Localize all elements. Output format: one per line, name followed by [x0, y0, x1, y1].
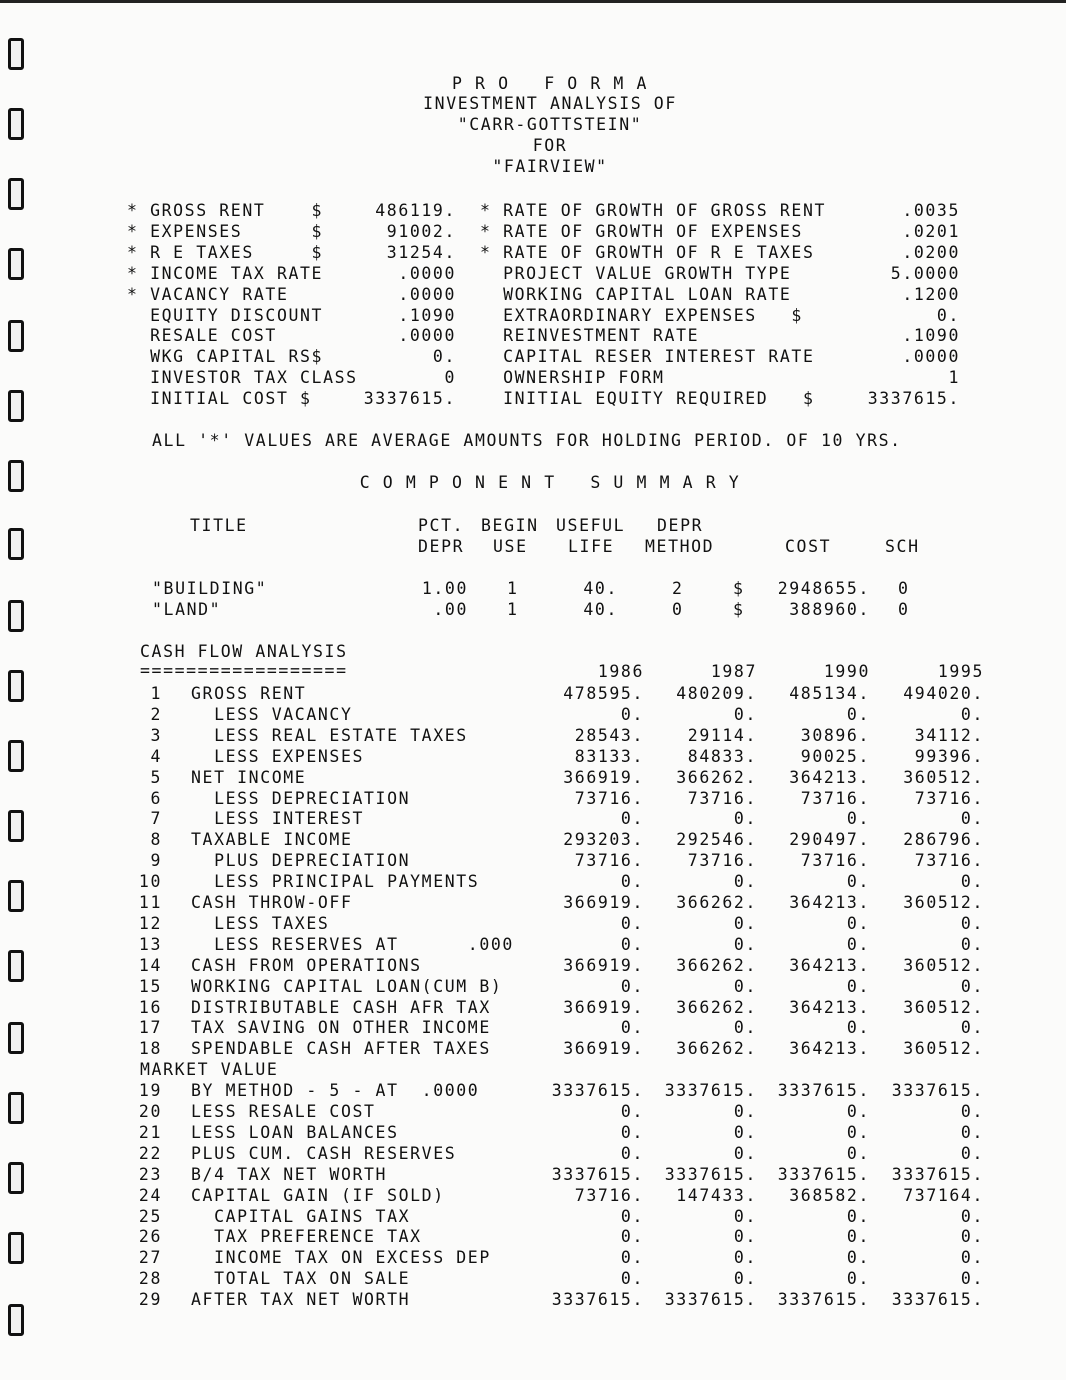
- line-value: 292546.: [676, 830, 757, 850]
- line-number: 6: [150, 788, 162, 808]
- line-value: 0.: [620, 1206, 644, 1226]
- line-label: TOTAL TAX ON SALE: [191, 1269, 411, 1289]
- for-label: FOR: [532, 136, 568, 155]
- line-value: 99396.: [914, 746, 984, 766]
- page-top-edge: [0, 0, 1066, 3]
- line-number: 10: [138, 872, 162, 892]
- line-number: 16: [138, 997, 162, 1017]
- line-number: 3: [150, 725, 162, 745]
- line-value: 0.: [960, 1102, 984, 1121]
- line-value: 3337615.: [551, 1081, 644, 1101]
- line-value: 0.: [733, 1227, 757, 1247]
- component-sch: 0: [898, 579, 910, 598]
- feed-hole: [8, 248, 24, 280]
- line-value: 364213.: [789, 767, 870, 787]
- col-header-use: USE: [493, 537, 528, 556]
- param-left-label: * GROSS RENT $: [127, 201, 324, 220]
- component-cost: 388960.: [789, 600, 870, 619]
- line-value: 366262.: [676, 997, 757, 1017]
- component-life: 40.: [583, 600, 618, 619]
- component-begin: 1: [507, 579, 519, 598]
- line-value: 0.: [960, 1143, 984, 1163]
- feed-hole: [8, 950, 24, 982]
- component-pct: .00: [433, 600, 468, 619]
- line-label: CASH THROW-OFF: [191, 893, 353, 912]
- param-right-label: * RATE OF GROWTH OF EXPENSES: [480, 221, 803, 241]
- line-label: CAPITAL GAIN (IF SOLD): [191, 1185, 445, 1205]
- line-value: 0.: [620, 934, 644, 954]
- feed-hole: [8, 390, 24, 422]
- line-label: LESS INTEREST: [191, 809, 365, 829]
- line-value: 0.: [733, 934, 757, 954]
- component-begin: 1: [507, 600, 519, 619]
- line-number: 1: [150, 684, 162, 703]
- line-value: 0.: [733, 1102, 757, 1121]
- component-method: 2: [672, 579, 684, 598]
- line-label: AFTER TAX NET WORTH: [191, 1290, 411, 1310]
- line-label: BY METHOD - 5 - AT .0000: [191, 1081, 480, 1101]
- line-value: 0.: [846, 913, 870, 933]
- line-value: 366262.: [676, 955, 757, 975]
- line-value: 286796.: [903, 830, 984, 850]
- line-label: DISTRIBUTABLE CASH AFR TAX: [191, 997, 491, 1017]
- param-left-label: * R E TAXES $: [127, 242, 324, 262]
- year-header: 1995: [937, 662, 984, 681]
- year-header: 1990: [823, 662, 870, 681]
- line-value: 0.: [620, 1143, 644, 1163]
- param-left-value: .0000: [398, 284, 456, 304]
- line-number: 23: [138, 1164, 162, 1184]
- year-header: 1987: [710, 662, 757, 681]
- line-value: 485134.: [789, 684, 870, 703]
- feed-hole: [8, 880, 24, 912]
- line-label: LESS PRINCIPAL PAYMENTS: [191, 872, 480, 892]
- line-value: 0.: [620, 1269, 644, 1289]
- line-value: 360512.: [903, 767, 984, 787]
- param-right-value: .1090: [902, 326, 960, 346]
- col-header-depr-pct: DEPR: [418, 537, 465, 556]
- line-value: 360512.: [903, 893, 984, 912]
- param-right-label: EXTRAORDINARY EXPENSES $: [480, 305, 803, 325]
- line-value: 0.: [846, 1206, 870, 1226]
- line-value: 737164.: [903, 1185, 984, 1205]
- param-right-label: REINVESTMENT RATE: [480, 326, 700, 346]
- line-value: 0.: [620, 809, 644, 829]
- line-value: 0.: [620, 976, 644, 996]
- line-value: 0.: [960, 934, 984, 954]
- line-value: 28543.: [574, 725, 644, 745]
- line-value: 0.: [846, 976, 870, 996]
- line-value: 0.: [960, 976, 984, 996]
- line-label: PLUS DEPRECIATION: [191, 851, 411, 871]
- line-value: 0.: [960, 1206, 984, 1226]
- line-number: 2: [150, 704, 162, 724]
- line-label: PLUS CUM. CASH RESERVES: [191, 1143, 457, 1163]
- line-value: 0.: [846, 1018, 870, 1038]
- line-value: 3337615.: [664, 1081, 757, 1101]
- feed-hole: [8, 320, 24, 352]
- line-value: 0.: [733, 809, 757, 829]
- line-value: 0.: [620, 1227, 644, 1247]
- line-value: 0.: [733, 913, 757, 933]
- component-summary-title: C O M P O N E N T S U M M A R Y: [359, 473, 741, 492]
- line-value: 0.: [620, 1018, 644, 1038]
- line-value: 0.: [620, 1102, 644, 1121]
- line-value: 480209.: [676, 684, 757, 703]
- line-number: 9: [150, 851, 162, 871]
- line-value: 147433.: [676, 1185, 757, 1205]
- line-label: B/4 TAX NET WORTH: [191, 1164, 388, 1184]
- line-value: 73716.: [574, 788, 644, 808]
- cash-flow-underline: ==================: [140, 661, 348, 680]
- line-value: 366919.: [563, 997, 644, 1017]
- param-left-value: 3337615.: [363, 389, 456, 409]
- param-right-value: .0035: [902, 201, 960, 220]
- param-right-value: .1200: [902, 284, 960, 304]
- line-value: 3337615.: [891, 1290, 984, 1310]
- line-value: 290497.: [789, 830, 870, 850]
- line-value: 366262.: [676, 767, 757, 787]
- param-right-label: * RATE OF GROWTH OF GROSS RENT: [480, 201, 827, 220]
- param-left-value: .0000: [398, 263, 456, 283]
- property-name: "FAIRVIEW": [492, 157, 608, 176]
- line-value: 73716.: [687, 788, 757, 808]
- param-right-value: 3337615.: [867, 389, 960, 409]
- report-title: P R O F O R M A: [451, 74, 649, 93]
- line-value: 0.: [620, 1122, 644, 1142]
- line-value: 0.: [960, 704, 984, 724]
- line-value: 0.: [960, 872, 984, 892]
- line-number: 12: [138, 913, 162, 933]
- line-number: 4: [150, 746, 162, 766]
- line-value: 0.: [960, 1248, 984, 1268]
- line-number: 21: [138, 1122, 162, 1142]
- line-label: CASH FROM OPERATIONS: [191, 955, 422, 975]
- year-header: 1986: [597, 662, 644, 681]
- line-value: 0.: [846, 1143, 870, 1163]
- feed-hole: [8, 600, 24, 632]
- line-value: 0.: [620, 704, 644, 724]
- line-number: 5: [150, 767, 162, 787]
- param-left-value: .1090: [398, 305, 456, 325]
- line-value: 0.: [846, 872, 870, 892]
- component-pct: 1.00: [421, 579, 468, 598]
- line-value: 3337615.: [777, 1290, 870, 1310]
- line-label: GROSS RENT: [191, 684, 307, 703]
- param-right-value: 1: [948, 368, 960, 388]
- line-value: 0.: [846, 1269, 870, 1289]
- line-label: LESS EXPENSES: [191, 746, 365, 766]
- line-value: 478595.: [563, 684, 644, 703]
- feed-hole: [8, 460, 24, 492]
- param-left-value: 91002.: [386, 221, 456, 241]
- line-value: 366262.: [676, 1039, 757, 1059]
- line-value: 0.: [846, 809, 870, 829]
- feed-hole: [8, 528, 24, 560]
- feed-hole: [8, 740, 24, 772]
- line-value: 29114.: [687, 725, 757, 745]
- line-value: 364213.: [789, 997, 870, 1017]
- feed-hole: [8, 108, 24, 140]
- line-label: LESS LOAN BALANCES: [191, 1122, 399, 1142]
- line-value: 0.: [733, 704, 757, 724]
- param-right-value: .0200: [902, 242, 960, 262]
- report-subtitle: INVESTMENT ANALYSIS OF: [423, 94, 677, 113]
- col-header-depr: DEPR: [657, 516, 704, 535]
- col-header-method: METHOD: [645, 537, 715, 556]
- component-currency: $: [733, 579, 745, 598]
- market-value-label: MARKET VALUE: [140, 1060, 279, 1080]
- line-value: 3337615.: [664, 1164, 757, 1184]
- line-value: 0.: [960, 1227, 984, 1247]
- line-value: 366919.: [563, 893, 644, 912]
- line-value: 73716.: [800, 788, 870, 808]
- param-left-label: * VACANCY RATE: [127, 284, 289, 304]
- line-label: LESS VACANCY: [191, 704, 353, 724]
- line-label: LESS RESERVES AT .000: [191, 934, 514, 954]
- line-number: 25: [138, 1206, 162, 1226]
- feed-hole: [8, 38, 24, 70]
- param-right-value: .0000: [902, 347, 960, 367]
- line-value: 494020.: [903, 684, 984, 703]
- line-value: 360512.: [903, 1039, 984, 1059]
- line-value: 360512.: [903, 955, 984, 975]
- line-value: 0.: [960, 1018, 984, 1038]
- line-value: 0.: [960, 913, 984, 933]
- param-left-label: * INCOME TAX RATE: [127, 263, 324, 283]
- param-left-label: * EXPENSES $: [127, 221, 324, 241]
- param-left-value: 0: [444, 368, 456, 388]
- line-label: TAX PREFERENCE TAX: [191, 1227, 422, 1247]
- param-left-value: .0000: [398, 326, 456, 346]
- line-value: 366919.: [563, 955, 644, 975]
- line-number: 13: [138, 934, 162, 954]
- line-value: 366919.: [563, 1039, 644, 1059]
- component-life: 40.: [583, 579, 618, 598]
- cash-flow-title: CASH FLOW ANALYSIS: [140, 642, 348, 661]
- line-value: 0.: [733, 1269, 757, 1289]
- param-left-label: RESALE COST: [127, 326, 277, 346]
- col-header-cost: COST: [785, 537, 832, 556]
- line-value: 0.: [620, 872, 644, 892]
- line-value: 0.: [733, 872, 757, 892]
- line-value: 0.: [846, 704, 870, 724]
- line-value: 30896.: [800, 725, 870, 745]
- line-value: 3337615.: [551, 1290, 644, 1310]
- feed-hole: [8, 178, 24, 210]
- param-left-value: 31254.: [386, 242, 456, 262]
- param-right-label: PROJECT VALUE GROWTH TYPE: [480, 263, 792, 283]
- line-value: 364213.: [789, 955, 870, 975]
- line-label: TAXABLE INCOME: [191, 830, 353, 850]
- line-number: 20: [138, 1102, 162, 1121]
- line-value: 0.: [733, 1248, 757, 1268]
- param-left-label: INVESTOR TAX CLASS: [127, 368, 358, 388]
- line-label: NET INCOME: [191, 767, 307, 787]
- line-label: WORKING CAPITAL LOAN(CUM B): [191, 976, 503, 996]
- line-label: LESS TAXES: [191, 913, 330, 933]
- line-value: 3337615.: [664, 1290, 757, 1310]
- line-value: 73716.: [914, 788, 984, 808]
- line-label: TAX SAVING ON OTHER INCOME: [191, 1018, 491, 1038]
- line-number: 15: [138, 976, 162, 996]
- line-label: LESS REAL ESTATE TAXES: [191, 725, 468, 745]
- line-value: 73716.: [800, 851, 870, 871]
- component-title: "BUILDING": [152, 579, 268, 598]
- feed-hole: [8, 1232, 24, 1264]
- line-value: 0.: [960, 809, 984, 829]
- component-cost: 2948655.: [777, 579, 870, 598]
- line-value: 0.: [620, 913, 644, 933]
- line-label: LESS RESALE COST: [191, 1102, 376, 1121]
- line-value: 0.: [733, 1143, 757, 1163]
- line-number: 22: [138, 1143, 162, 1163]
- line-number: 7: [150, 809, 162, 829]
- line-value: 83133.: [574, 746, 644, 766]
- line-label: INCOME TAX ON EXCESS DEP: [191, 1248, 491, 1268]
- line-value: 73716.: [914, 851, 984, 871]
- feed-hole: [8, 1162, 24, 1194]
- line-value: 0.: [733, 1122, 757, 1142]
- param-left-label: WKG CAPITAL RS$: [127, 347, 324, 367]
- line-value: 73716.: [687, 851, 757, 871]
- component-method: 0: [672, 600, 684, 619]
- component-sch: 0: [898, 600, 910, 619]
- line-value: 0.: [846, 934, 870, 954]
- feed-hole: [8, 1022, 24, 1054]
- line-number: 27: [138, 1248, 162, 1268]
- line-number: 11: [138, 893, 162, 912]
- line-value: 366262.: [676, 893, 757, 912]
- line-number: 28: [138, 1269, 162, 1289]
- param-right-label: CAPITAL RESER INTEREST RATE: [480, 347, 815, 367]
- feed-hole: [8, 1092, 24, 1124]
- col-header-life: LIFE: [568, 537, 615, 556]
- param-right-label: INITIAL EQUITY REQUIRED $: [480, 389, 815, 409]
- line-value: 0.: [733, 976, 757, 996]
- line-value: 3337615.: [777, 1164, 870, 1184]
- param-left-label: EQUITY DISCOUNT: [127, 305, 324, 325]
- param-left-value: 486119.: [375, 201, 456, 220]
- line-number: 24: [138, 1185, 162, 1205]
- feed-hole: [8, 1304, 24, 1336]
- param-right-value: 5.0000: [890, 263, 960, 283]
- param-right-label: OWNERSHIP FORM: [480, 368, 665, 388]
- line-value: 3337615.: [891, 1164, 984, 1184]
- line-value: 0.: [960, 1122, 984, 1142]
- feed-hole: [8, 670, 24, 702]
- line-value: 0.: [733, 1018, 757, 1038]
- line-value: 0.: [846, 1122, 870, 1142]
- component-currency: $: [733, 600, 745, 619]
- param-right-value: .0201: [902, 221, 960, 241]
- line-number: 19: [138, 1081, 162, 1101]
- averages-note: ALL '*' VALUES ARE AVERAGE AMOUNTS FOR HOLDING PERIOD. OF 10 YRS.: [152, 431, 902, 450]
- line-value: 34112.: [914, 725, 984, 745]
- line-value: 3337615.: [551, 1164, 644, 1184]
- line-value: 3337615.: [777, 1081, 870, 1101]
- feed-hole: [8, 810, 24, 842]
- line-value: 293203.: [563, 830, 644, 850]
- line-number: 29: [138, 1290, 162, 1310]
- client-name: "CARR-GOTTSTEIN": [457, 115, 643, 134]
- line-value: 364213.: [789, 893, 870, 912]
- line-label: CAPITAL GAINS TAX: [191, 1206, 411, 1226]
- line-value: 0.: [846, 1102, 870, 1121]
- component-title: "LAND": [152, 600, 222, 619]
- line-value: 0.: [846, 1248, 870, 1268]
- line-value: 0.: [846, 1227, 870, 1247]
- line-value: 73716.: [574, 1185, 644, 1205]
- param-left-label: INITIAL COST $: [127, 389, 312, 409]
- col-header-sch: SCH: [885, 537, 920, 556]
- param-right-value: 0.: [936, 305, 960, 325]
- line-value: 364213.: [789, 1039, 870, 1059]
- param-right-label: * RATE OF GROWTH OF R E TAXES: [480, 242, 815, 262]
- line-value: 368582.: [789, 1185, 870, 1205]
- line-number: 18: [138, 1039, 162, 1059]
- line-number: 17: [138, 1018, 162, 1038]
- param-right-label: WORKING CAPITAL LOAN RATE: [480, 284, 792, 304]
- line-number: 14: [138, 955, 162, 975]
- line-number: 8: [150, 830, 162, 850]
- line-value: 0.: [733, 1206, 757, 1226]
- line-value: 84833.: [687, 746, 757, 766]
- line-label: SPENDABLE CASH AFTER TAXES: [191, 1039, 491, 1059]
- line-value: 360512.: [903, 997, 984, 1017]
- param-left-value: 0.: [432, 347, 456, 367]
- line-number: 26: [138, 1227, 162, 1247]
- line-value: 0.: [620, 1248, 644, 1268]
- line-value: 3337615.: [891, 1081, 984, 1101]
- col-header-begin: BEGIN: [481, 516, 539, 535]
- line-label: LESS DEPRECIATION: [191, 788, 411, 808]
- col-header-title: TITLE: [190, 516, 248, 535]
- line-value: 73716.: [574, 851, 644, 871]
- col-header-pct: PCT.: [418, 516, 465, 535]
- line-value: 90025.: [800, 746, 870, 766]
- line-value: 366919.: [563, 767, 644, 787]
- line-value: 0.: [960, 1269, 984, 1289]
- col-header-useful: USEFUL: [556, 516, 626, 535]
